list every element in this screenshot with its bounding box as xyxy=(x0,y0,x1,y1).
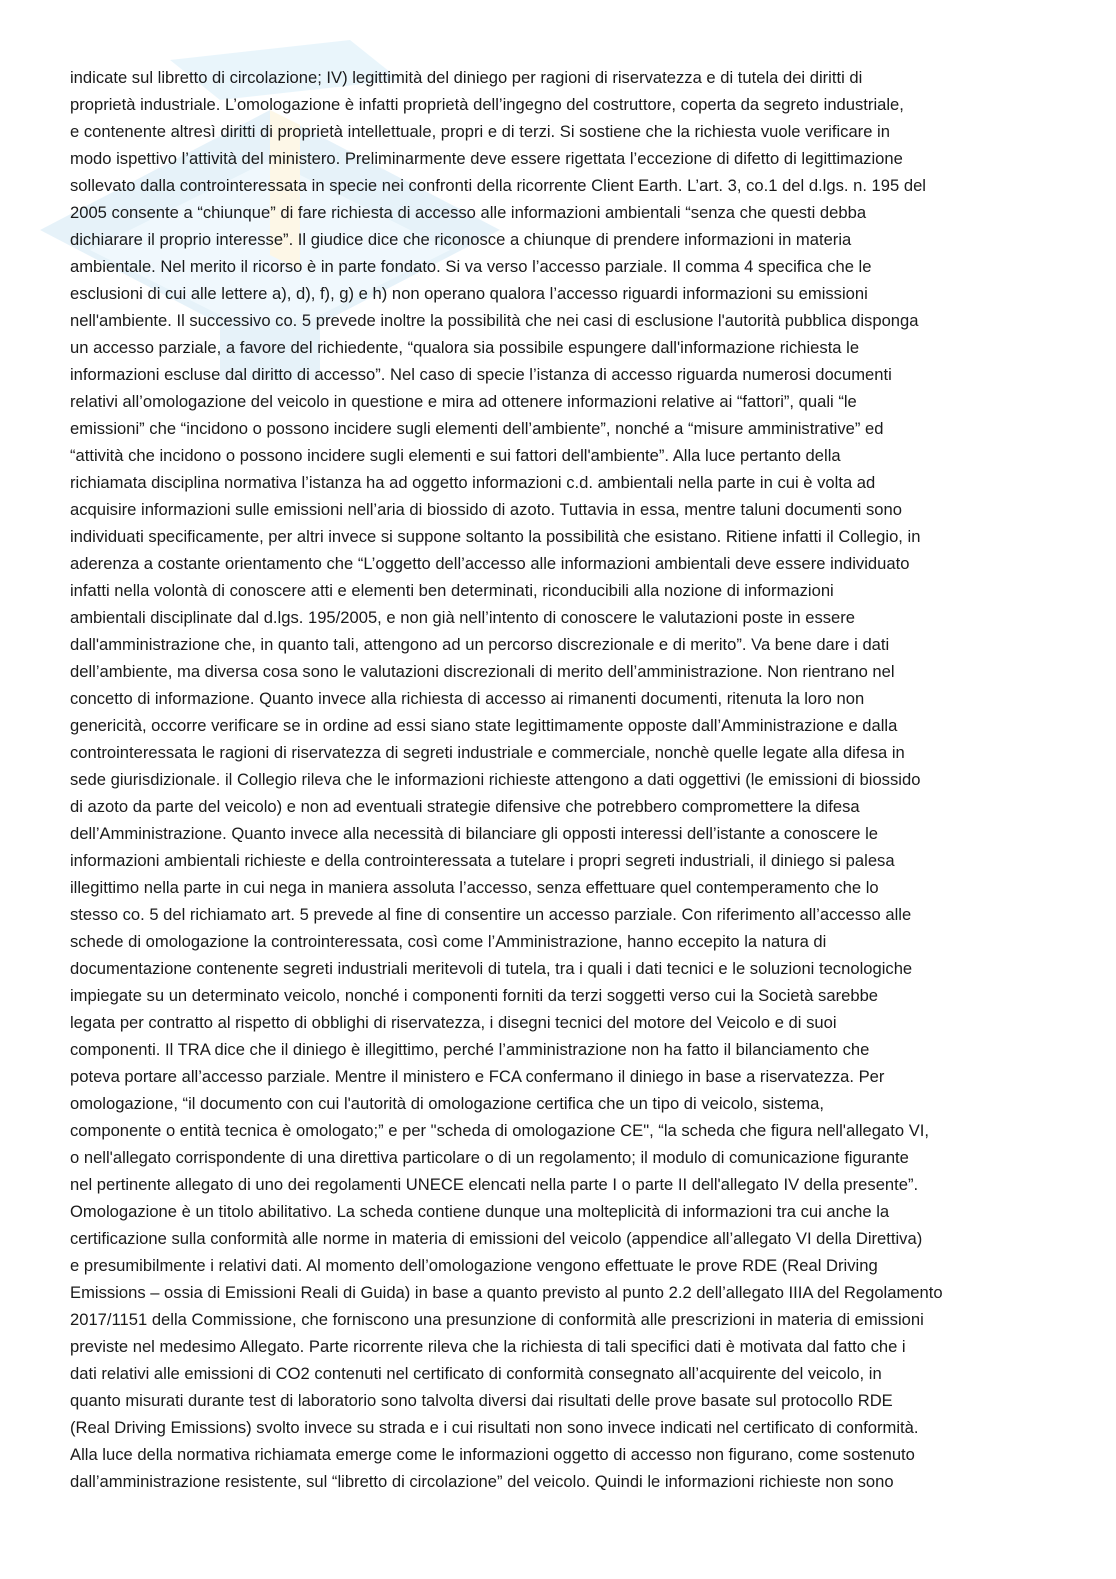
text-line: infatti nella volontà di conoscere atti e elementi ben determinati, riconducibili alla nozione di informazioni xyxy=(70,581,834,600)
text-line: certificazione sulla conformità alle norme in materia di emissioni del veicolo (appendice all’allegato VI della Direttiva) xyxy=(70,1229,923,1248)
text-line: informazioni ambientali richieste e della controinteressata a tutelare i propri segreti industriali, il diniego si palesa xyxy=(70,851,895,870)
text-line: modo ispettivo l’attività del ministero. Preliminarmente deve essere rigettata l’eccezione di difetto di legittimazione xyxy=(70,149,903,168)
text-line: dall'amministrazione che, in quanto tali, attengono ad un percorso discrezionale e di merito”. Va bene dare i dati xyxy=(70,635,890,654)
text-line: quanto misurati durante test di laboratorio sono talvolta diversi dai risultati delle prove basate sul protocollo RDE xyxy=(70,1391,893,1410)
text-line: componenti. Il TRA dice che il diniego è illegittimo, perché l’amministrazione non ha fatto il bilanciamento che xyxy=(70,1040,870,1059)
text-line: dell’Amministrazione. Quanto invece alla necessità di bilanciare gli opposti interessi dell’istante a conoscere le xyxy=(70,824,878,843)
text-line: documentazione contenente segreti industriali meritevoli di tutela, tra i quali i dati tecnici e le soluzioni tecnologiche xyxy=(70,959,913,978)
text-line: Omologazione è un titolo abilitativo. La scheda contiene dunque una molteplicità di informazioni tra cui anche la xyxy=(70,1202,890,1221)
text-line: e presumibilmente i relativi dati. Al momento dell’omologazione vengono effettuate le prove RDE (Real Driving xyxy=(70,1256,878,1275)
text-line: 2005 consente a “chiunque” di fare richiesta di accesso alle informazioni ambientali “senza che questi debba xyxy=(70,203,867,222)
text-line: proprietà industriale. L’omologazione è infatti proprietà dell’ingegno del costruttore, coperta da segreto industriale, xyxy=(70,95,904,114)
text-line: genericità, occorre verificare se in ordine ad essi siano state legittimamente opposte dall’Amministrazione e dalla xyxy=(70,716,898,735)
text-line: stesso co. 5 del richiamato art. 5 prevede al fine di consentire un accesso parziale. Con riferimento all’accesso alle xyxy=(70,905,912,924)
text-line: relativi all’omologazione del veicolo in questione e mira ad ottenere informazioni relative ai “fattori”, quali “le xyxy=(70,392,857,411)
text-line: individuati specificamente, per altri invece si suppone soltanto la possibilità che esistano. Ritiene infatti il Collegio, in xyxy=(70,527,921,546)
text-line: ambientale. Nel merito il ricorso è in parte fondato. Si va verso l’accesso parziale. Il comma 4 specifica che le xyxy=(70,257,872,276)
text-line: richiamata disciplina normativa l’istanza ha ad oggetto informazioni c.d. ambientali nella parte in cui è volta ad xyxy=(70,473,876,492)
text-line: aderenza a costante orientamento che “L’oggetto dell’accesso alle informazioni ambientali deve essere individuato xyxy=(70,554,910,573)
text-line: acquisire informazioni sulle emissioni nell’aria di biossido di azoto. Tuttavia in essa, mentre taluni documenti sono xyxy=(70,500,902,519)
text-line: nel pertinente allegato di uno dei regolamenti UNECE elencati nella parte I o parte II dell'allegato IV della presente”. xyxy=(70,1175,919,1194)
text-line: di azoto da parte del veicolo) e non ad eventuali strategie difensive che potrebbero compromettere la difesa xyxy=(70,797,860,816)
text-line: dichiarare il proprio interesse”. Il giudice dice che riconosce a chiunque di prendere informazioni in materia xyxy=(70,230,852,249)
text-line: esclusioni di cui alle lettere a), d), f), g) e h) non operano qualora l’accesso riguardi informazioni su emissioni xyxy=(70,284,868,303)
text-line: legata per contratto al rispetto di obblighi di riservatezza, i disegni tecnici del motore del Veicolo e di suoi xyxy=(70,1013,837,1032)
text-line: e contenente altresì diritti di proprietà intellettuale, propri e di terzi. Si sostiene che la richiesta vuole verificare in xyxy=(70,122,890,141)
text-line: 2017/1151 della Commissione, che forniscono una presunzione di conformità alle prescrizioni in materia di emissioni xyxy=(70,1310,924,1329)
text-line: sede giurisdizionale. il Collegio rileva che le informazioni richieste attengono a dati oggettivi (le emissioni di biossido xyxy=(70,770,921,789)
text-line: dati relativi alle emissioni di CO2 contenuti nel certificato di conformità consegnato all’acquirente del veicolo, in xyxy=(70,1364,882,1383)
text-line: emissioni” che “incidono o possono incidere sugli elementi dell’ambiente”, nonché a “misure amministrative” ed xyxy=(70,419,884,438)
text-line: illegittimo nella parte in cui nega in maniera assoluta l’accesso, senza effettuare quel contemperamento che lo xyxy=(70,878,879,897)
text-line: indicate sul libretto di circolazione; IV) legittimità del diniego per ragioni di riservatezza e di tutela dei diritti di xyxy=(70,68,863,87)
text-line: componente o entità tecnica è omologato;” e per "scheda di omologazione CE", “la scheda che figura nell'allegato VI, xyxy=(70,1121,929,1140)
text-line: Emissions – ossia di Emissioni Reali di Guida) in base a quanto previsto al punto 2.2 dell’allegato IIIA del Regolamento xyxy=(70,1283,943,1302)
text-line: controinteressata le ragioni di riservatezza di segreti industriale e commerciale, nonchè quelle legate alla difesa in xyxy=(70,743,905,762)
text-line: sollevato dalla controinteressata in specie nei confronti della ricorrente Client Earth. L’art. 3, co.1 del d.lgs. n. 195 del xyxy=(70,176,926,195)
text-line: dall’amministrazione resistente, sul “libretto di circolazione” del veicolo. Quindi le informazioni richieste non sono xyxy=(70,1472,894,1491)
text-line: “attività che incidono o possono incidere sugli elementi e sui fattori dell'ambiente”. Alla luce pertanto della xyxy=(70,446,841,465)
text-line: Alla luce della normativa richiamata emerge come le informazioni oggetto di accesso non figurano, come sostenuto xyxy=(70,1445,915,1464)
text-line: informazioni escluse dal diritto di accesso”. Nel caso di specie l’istanza di accesso riguarda numerosi documenti xyxy=(70,365,892,384)
text-line: omologazione, “il documento con cui l'autorità di omologazione certifica che un tipo di veicolo, sistema, xyxy=(70,1094,824,1113)
text-line: (Real Driving Emissions) svolto invece su strada e i cui risultati non sono invece indicati nel certificato di conformità. xyxy=(70,1418,919,1437)
text-line: dell’ambiente, ma diversa cosa sono le valutazioni discrezionali di merito dell’amministrazione. Non rientrano nel xyxy=(70,662,895,681)
text-line: impiegate su un determinato veicolo, nonché i componenti forniti da terzi soggetti verso cui la Società sarebbe xyxy=(70,986,879,1005)
text-line: nell'ambiente. Il successivo co. 5 prevede inoltre la possibilità che nei casi di esclusione l'autorità pubblica disponga xyxy=(70,311,919,330)
text-line: poteva portare all’accesso parziale. Mentre il ministero e FCA confermano il diniego in base a riservatezza. Per xyxy=(70,1067,885,1086)
text-line: previste nel medesimo Allegato. Parte ricorrente rileva che la richiesta di tali specifici dati è motivata dal fatto che i xyxy=(70,1337,906,1356)
text-line: concetto di informazione. Quanto invece alla richiesta di accesso ai rimanenti documenti, ritenuta la loro non xyxy=(70,689,865,708)
text-line: un accesso parziale, a favore del richiedente, “qualora sia possibile espungere dall'informazione richiesta le xyxy=(70,338,860,357)
text-line: o nell'allegato corrispondente di una direttiva particolare o di un regolamento; il modulo di comunicazione figurante xyxy=(70,1148,909,1167)
text-line: schede di omologazione la controinteressata, così come l’Amministrazione, hanno eccepito la natura di xyxy=(70,932,827,951)
text-line: ambientali disciplinate dal d.lgs. 195/2005, e non già nell’intento di conoscere le valutazioni poste in essere xyxy=(70,608,856,627)
body-text xyxy=(70,64,1054,1495)
